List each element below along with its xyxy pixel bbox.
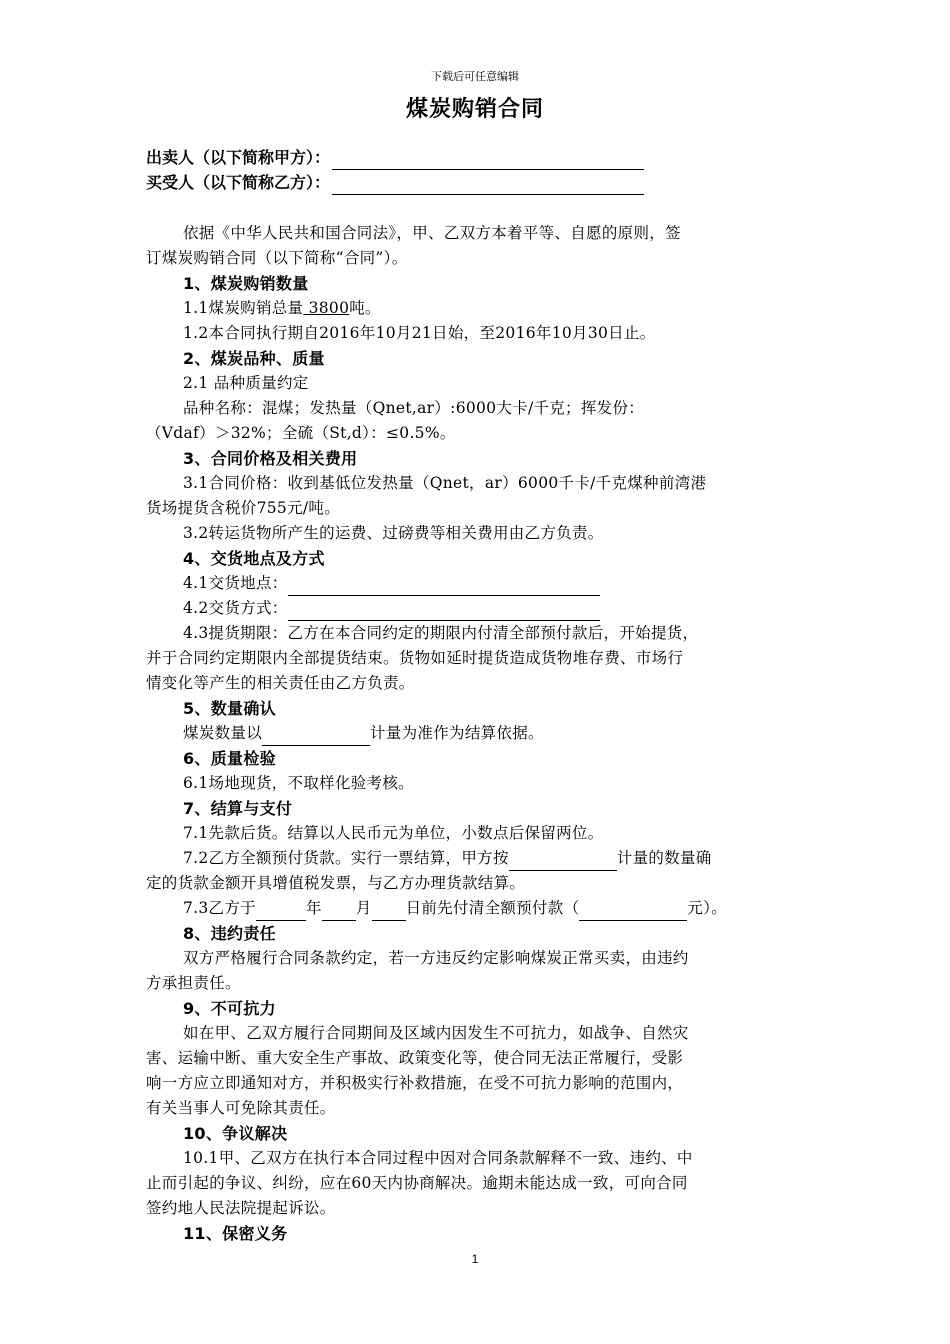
clause-8-line-2: 方承担责任。: [146, 974, 241, 992]
section-5-title: 5、数量确认: [183, 699, 276, 718]
payment-month-blank[interactable]: [322, 902, 356, 921]
clause-2-1: 2.1 品种质量约定: [183, 374, 309, 392]
total-quantity: 3800: [303, 299, 350, 317]
clause-2-spec-line-2: （Vdaf）＞32%；全硫（St,d）：≤0.5%。: [146, 424, 456, 442]
clause-3-2: 3.2转运货物所产生的运费、过磅费等相关费用由乙方负责。: [183, 524, 604, 542]
seller-blank[interactable]: [332, 151, 644, 170]
measurement-basis-blank[interactable]: [262, 727, 370, 746]
intro-line-1: 依据《中华人民共和国合同法》，甲、乙双方本着平等、自愿的原则，签: [183, 224, 681, 242]
clause-4-3-line-3: 情变化等产生的相关责任由乙方负责。: [146, 674, 415, 692]
clause-9-line-3: 响一方应立即通知对方，并积极实行补救措施，在受不可抗力影响的范围内，: [146, 1074, 684, 1092]
clause-5-post: 计量为准作为结算依据。: [370, 724, 544, 742]
delivery-place-label: 4.1交货地点：: [183, 574, 288, 592]
payment-amount-blank[interactable]: [579, 902, 687, 921]
section-7-title: 7、结算与支付: [183, 799, 293, 818]
clause-7-2-line-2: 定的货款金额开具增值税发票，与乙方办理货款结算。: [146, 874, 526, 892]
delivery-method-label: 4.2交货方式：: [183, 599, 288, 617]
clause-7-1: 7.1先款后货。结算以人民币元为单位，小数点后保留两位。: [183, 824, 604, 842]
delivery-method-blank[interactable]: [288, 602, 600, 621]
clause-7-3-pre: 7.3乙方于: [183, 899, 256, 917]
intro-line-2: 订煤炭购销合同（以下简称“合同”）。: [146, 249, 408, 267]
clause-7-2-line-1: [183, 846, 843, 871]
clause-5-pre: 煤炭数量以: [183, 724, 263, 742]
clause-10-line-1: 10.1甲、乙双方在执行本合同过程中因对合同条款解释不一致、违约、中: [183, 1149, 693, 1167]
clause-6-1: 6.1场地现货，不取样化验考核。: [183, 774, 414, 792]
page-number: 1: [471, 1252, 479, 1266]
section-2-title: 2、煤炭品种、质量: [183, 349, 325, 368]
clause-4-3-line-1: 4.3提货期限：乙方在本合同约定的期限内付清全部预付款后，开始提货，: [183, 624, 699, 642]
clause-1-1-post: 吨。: [349, 299, 381, 317]
section-3-title: 3、合同价格及相关费用: [183, 449, 358, 468]
buyer-label: 买受人（以下简称乙方）：: [146, 173, 331, 192]
clause-2-spec-line-1: 品种名称：混煤；发热量（Qnet,ar）:6000大卡/千克；挥发份：: [183, 399, 645, 417]
clause-4-3-line-2: 并于合同约定期限内全部提货结束。货物如延时提货造成货物堆存费、市场行: [146, 649, 684, 667]
clause-9-line-2: 害、运输中断、重大安全生产事故、政策变化等，使合同无法正常履行，受影: [146, 1049, 684, 1067]
month-label: 月: [355, 899, 372, 917]
clause-10-line-3: 签约地人民法院提起诉讼。: [146, 1199, 336, 1217]
clause-7-2-post: 计量的数量确: [616, 849, 712, 867]
clause-5: [183, 721, 843, 746]
payment-year-blank[interactable]: [256, 902, 306, 921]
clause-1-1-pre: 1.1煤炭购销总量: [183, 299, 304, 317]
buyer-blank[interactable]: [332, 176, 644, 195]
header-note: 下载后可任意编辑: [431, 70, 519, 83]
clause-7-3: [183, 896, 843, 921]
seller-label: 出卖人（以下简称甲方）：: [146, 148, 331, 167]
delivery-place-blank[interactable]: [288, 577, 600, 596]
section-1-title: 1、煤炭购销数量: [183, 274, 309, 293]
section-4-title: 4、交货地点及方式: [183, 549, 325, 568]
year-label: 年: [305, 899, 322, 917]
clause-7-3-end: 元）。: [687, 899, 728, 917]
clause-7-2-pre: 7.2乙方全额预付货款。实行一票结算，甲方按: [183, 849, 509, 867]
clause-4-2: [183, 596, 843, 621]
clause-1-1: [183, 296, 843, 321]
section-6-title: 6、质量检验: [183, 749, 276, 768]
clause-1-2: 1.2本合同执行期自2016年10月21日始，至2016年10月30日止。: [183, 324, 656, 342]
clause-7-3-mid: 日前先付清全额预付款（: [405, 899, 580, 917]
payment-day-blank[interactable]: [372, 902, 406, 921]
clause-9-line-1: 如在甲、乙双方履行合同期间及区域内因发生不可抗力，如战争、自然灾: [183, 1024, 689, 1042]
clause-9-line-4: 有关当事人可免除其责任。: [146, 1099, 336, 1117]
clause-3-1-line-1: 3.1合同价格：收到基低位发热量（Qnet，ar）6000千卡/千克煤种前湾港: [183, 474, 707, 492]
section-8-title: 8、违约责任: [183, 924, 276, 943]
section-9-title: 9、不可抗力: [183, 999, 276, 1018]
clause-8-line-1: 双方严格履行合同条款约定，若一方违反约定影响煤炭正常买卖，由违约: [183, 949, 689, 967]
seller-line: [146, 146, 644, 170]
section-10-title: 10、争议解决: [183, 1124, 288, 1143]
clause-10-line-2: 止而引起的争议、纠纷，应在60天内协商解决。逾期未能达成一致，可向合同: [146, 1174, 688, 1192]
clause-3-1-line-2: 货场提货含税价755元/吨。: [146, 499, 341, 517]
buyer-line: [146, 171, 644, 195]
clause-4-1: [183, 571, 843, 596]
invoice-basis-blank[interactable]: [509, 852, 617, 871]
page-title: 煤炭购销合同: [405, 97, 544, 122]
section-11-title: 11、保密义务: [183, 1224, 288, 1243]
